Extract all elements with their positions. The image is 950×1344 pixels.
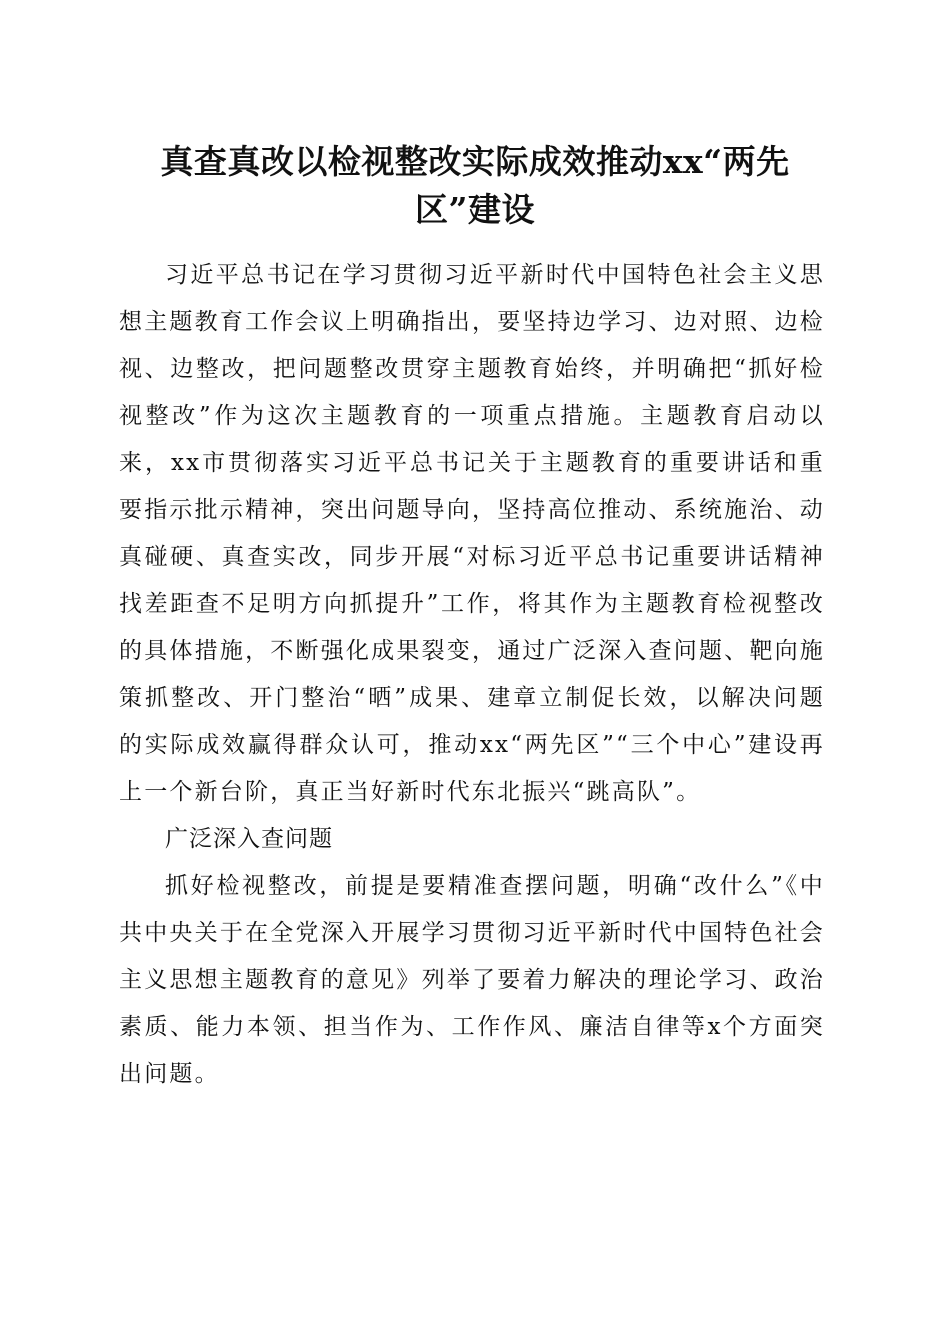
- section-paragraph: 抓好检视整改，前提是要精准查摆问题，明确“改什么”《中共中央关于在全党深入开展学习贯彻习近平新时代中国特色社会主义思想主题教育的意见》列举了要着力解决的理论学习、政治素质、能力本领、担当作为、工作作风、廉洁自律等x个方面突出问题。: [119, 873, 825, 1087]
- document-body: [119, 252, 825, 1098]
- intro-paragraph: 习近平总书记在学习贯彻习近平新时代中国特色社会主义思想主题教育工作会议上明确指出，要坚持边学习、边对照、边检视、边整改，把问题整改贯穿主题教育始终，并明确把“抓好检视整改”作为这次主题教育的一项重点措施。主题教育启动以来，xx市贯彻落实习近平总书记关于主题教育的重要讲话和重要指示批示精神，突出问题导向，坚持高位推动、系统施治、动真碰硬、真查实改，同步开展“对标习近平总书记重要讲话精神找差距查不足明方向抓提升”工作，将其作为主题教育检视整改的具体措施，不断强化成果裂变，通过广泛深入查问题、靶向施策抓整改、开门整治“晒”成果、建章立制促长效，以解决问题的实际成效赢得群众认可，推动xx“两先区”“三个中心”建设再上一个新台阶，真正当好新时代东北振兴“跳高队”。: [119, 262, 825, 805]
- document-title: 真查真改以检视整改实际成效推动xx“两先区”建设: [160, 142, 790, 229]
- section-heading: 广泛深入查问题: [165, 826, 333, 852]
